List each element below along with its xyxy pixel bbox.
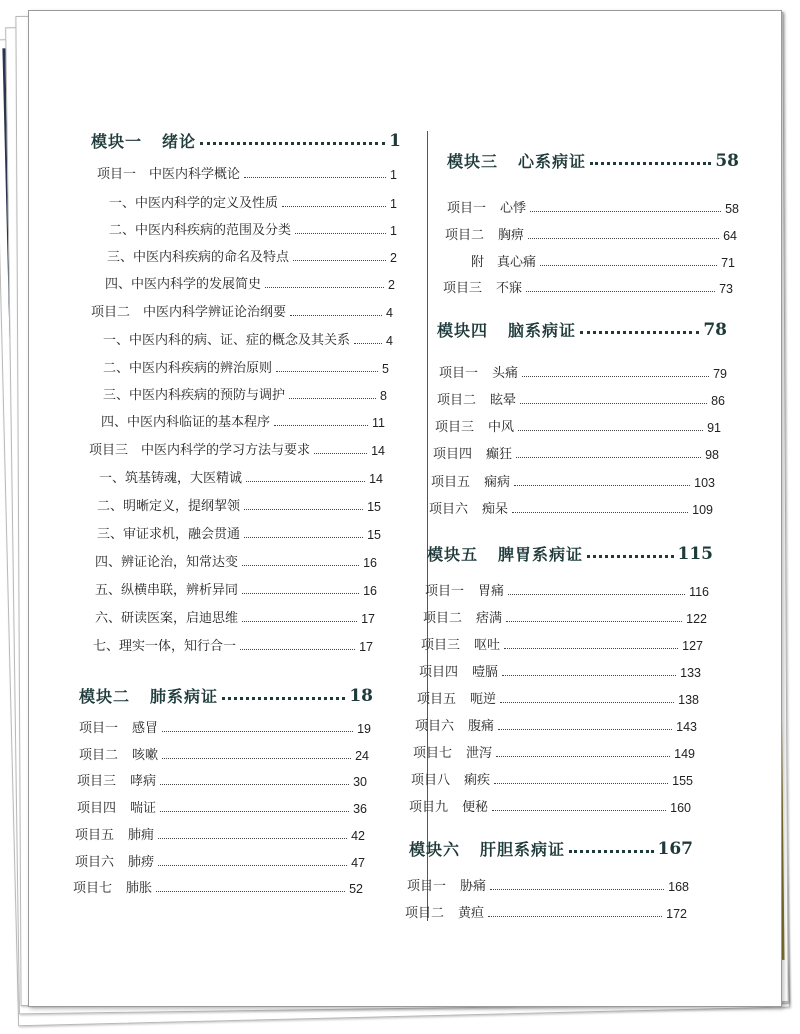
- toc-entry[interactable]: [421, 634, 703, 653]
- entry-title: 胃痛: [478, 584, 505, 599]
- leader-dots: [569, 850, 653, 853]
- entry-title: 痞满: [476, 611, 503, 626]
- leader-dots: [282, 206, 386, 207]
- leader-dots: [222, 697, 345, 700]
- entry-project-number: 项目八: [411, 773, 451, 788]
- module-title: 心系病证: [518, 152, 587, 171]
- leader-dots: [520, 403, 707, 404]
- entry-project-number: 项目五: [75, 828, 115, 843]
- entry-page-number: 4: [386, 306, 393, 320]
- entry-title: 三、中医内科疾病的预防与调护: [103, 388, 286, 403]
- toc-entry[interactable]: [97, 163, 397, 182]
- toc-entry[interactable]: [75, 824, 365, 843]
- toc-entry[interactable]: [101, 411, 385, 430]
- entry-page-number: 73: [719, 282, 733, 296]
- entry-page-number: 155: [672, 774, 693, 788]
- module-title: 脑系病证: [508, 321, 577, 340]
- entry-title: 四、辨证论治，知常达变: [95, 555, 239, 570]
- toc-entry[interactable]: [93, 635, 373, 654]
- entry-page-number: 42: [351, 829, 365, 843]
- entry-project-number: 项目五: [431, 475, 471, 490]
- toc-entry[interactable]: [103, 384, 387, 403]
- module-heading[interactable]: [91, 129, 401, 152]
- entry-project-number: 项目一: [407, 879, 447, 894]
- leader-dots: [160, 811, 349, 812]
- entry-title: 噎膈: [472, 665, 499, 680]
- toc-entry[interactable]: [75, 851, 365, 870]
- toc-entry[interactable]: [417, 688, 699, 707]
- leader-dots: [518, 430, 703, 431]
- module-page-number: 18: [349, 685, 373, 706]
- entry-page-number: 1: [390, 224, 397, 238]
- entry-project-number: 项目四: [77, 801, 117, 816]
- entry-page-number: 122: [686, 612, 707, 626]
- toc-entry[interactable]: [99, 467, 383, 486]
- leader-dots: [500, 702, 674, 703]
- entry-project-number: 项目七: [413, 746, 453, 761]
- entry-title: 项目二 中医内科学辨证论治纲要: [91, 305, 287, 320]
- leader-dots: [160, 784, 349, 785]
- module-title: 脾胃系病证: [498, 545, 584, 564]
- leader-dots: [244, 537, 363, 538]
- leader-dots: [293, 260, 386, 261]
- entry-page-number: 47: [351, 856, 365, 870]
- toc-entry[interactable]: [95, 579, 377, 598]
- entry-page-number: 16: [363, 556, 377, 570]
- leader-dots: [290, 315, 382, 316]
- leader-dots: [244, 509, 363, 510]
- entry-title: 中风: [488, 420, 515, 435]
- leader-dots: [506, 621, 682, 622]
- toc-entry[interactable]: [415, 715, 697, 734]
- leader-dots: [528, 238, 719, 239]
- toc-entry[interactable]: [79, 717, 371, 736]
- module-number: 模块三: [447, 152, 499, 171]
- entry-title: 痢疾: [464, 773, 491, 788]
- toc-entry[interactable]: [103, 357, 389, 376]
- leader-dots: [522, 376, 709, 377]
- leader-dots: [590, 162, 711, 165]
- entry-page-number: 24: [355, 749, 369, 763]
- entry-title: 不寐: [496, 281, 523, 296]
- module-page-number: 167: [657, 838, 693, 859]
- toc-entry[interactable]: [433, 443, 719, 462]
- entry-title: 附 真心痛: [471, 255, 537, 270]
- leader-dots: [162, 758, 351, 759]
- entry-page-number: 15: [367, 528, 381, 542]
- toc-entry[interactable]: [105, 273, 395, 292]
- entry-title: 三、审证求机，融会贯通: [97, 527, 241, 542]
- toc-entry[interactable]: [95, 607, 375, 626]
- entry-project-number: 项目三: [421, 638, 461, 653]
- leader-dots: [265, 287, 384, 288]
- entry-project-number: 项目一: [425, 584, 465, 599]
- module-heading[interactable]: [427, 542, 713, 565]
- leader-dots: [295, 233, 386, 234]
- entry-project-number: 项目二: [437, 393, 477, 408]
- entry-title: 呕吐: [474, 638, 501, 653]
- leader-dots: [488, 916, 662, 917]
- leader-dots: [156, 891, 345, 892]
- module-number: 模块六: [409, 840, 461, 859]
- entry-page-number: 5: [382, 362, 389, 376]
- entry-page-number: 86: [711, 394, 725, 408]
- module-number: 模块一: [91, 132, 143, 151]
- entry-page-number: 8: [380, 389, 387, 403]
- entry-page-number: 30: [353, 775, 367, 789]
- toc-entry[interactable]: [431, 471, 715, 490]
- module-heading[interactable]: [79, 684, 373, 707]
- entry-title: 项目一 中医内科学概论: [97, 167, 241, 182]
- entry-title: 喘证: [130, 801, 157, 816]
- entry-page-number: 15: [367, 500, 381, 514]
- entry-project-number: 项目九: [409, 800, 449, 815]
- leader-dots: [496, 756, 670, 757]
- entry-title: 六、研读医案，启迪思维: [95, 611, 239, 626]
- entry-page-number: 11: [372, 416, 385, 430]
- entry-title: 四、中医内科学的发展简史: [105, 277, 262, 292]
- entry-title: 咳嗽: [132, 748, 159, 763]
- toc-entry[interactable]: [447, 197, 739, 216]
- leader-dots: [314, 453, 367, 454]
- toc-entry[interactable]: [77, 770, 367, 789]
- leader-dots: [158, 838, 347, 839]
- entry-page-number: 4: [386, 334, 393, 348]
- entry-page-number: 149: [674, 747, 695, 761]
- entry-title: 二、明晰定义，提纲挈领: [97, 499, 241, 514]
- leader-dots: [246, 481, 365, 482]
- entry-title: 四、中医内科临证的基本程序: [101, 415, 271, 430]
- toc-entry[interactable]: [429, 498, 713, 517]
- entry-page-number: 103: [694, 476, 715, 490]
- leader-dots: [289, 398, 376, 399]
- toc-entry[interactable]: [407, 875, 689, 894]
- entry-title: 眩晕: [490, 393, 517, 408]
- module-title: 绪论: [162, 132, 197, 151]
- toc-entry[interactable]: [419, 661, 701, 680]
- toc-entry[interactable]: [89, 439, 385, 458]
- entry-title: 二、中医内科疾病的辨治原则: [103, 361, 273, 376]
- entry-title: 感冒: [132, 721, 159, 736]
- toc-entry[interactable]: [413, 742, 695, 761]
- toc-entry[interactable]: [77, 797, 367, 816]
- entry-project-number: 项目三: [443, 281, 483, 296]
- toc-entry[interactable]: [79, 744, 369, 763]
- leader-dots: [274, 425, 368, 426]
- entry-page-number: 2: [388, 278, 395, 292]
- toc-entry[interactable]: [95, 551, 377, 570]
- toc-entry[interactable]: [103, 329, 393, 348]
- leader-dots: [514, 485, 690, 486]
- entry-project-number: 项目二: [445, 228, 485, 243]
- module-page-number: 115: [677, 543, 713, 564]
- entry-page-number: 91: [707, 421, 721, 435]
- leader-dots: [240, 649, 355, 650]
- entry-page-number: 52: [349, 882, 363, 896]
- entry-page-number: 71: [721, 256, 735, 270]
- module-heading[interactable]: [437, 318, 727, 341]
- entry-title: 项目三 中医内科学的学习方法与要求: [89, 443, 311, 458]
- entry-page-number: 98: [705, 448, 719, 462]
- entry-page-number: 168: [668, 880, 689, 894]
- leader-dots: [498, 729, 672, 730]
- leader-dots: [242, 593, 359, 594]
- entry-page-number: 14: [369, 472, 383, 486]
- module-title: 肺系病证: [150, 687, 219, 706]
- entry-title: 头痛: [492, 366, 519, 381]
- toc-entry[interactable]: [91, 301, 393, 320]
- entry-project-number: 项目一: [439, 366, 479, 381]
- entry-page-number: 1: [390, 168, 397, 182]
- leader-dots: [494, 783, 668, 784]
- toc-entry[interactable]: [109, 219, 397, 238]
- entry-title: 心悸: [500, 201, 527, 216]
- entry-title: 一、中医内科的病、证、症的概念及其关系: [103, 333, 351, 348]
- toc-entry[interactable]: [443, 277, 733, 296]
- entry-project-number: 项目二: [405, 906, 445, 921]
- entry-title: 胁痛: [460, 879, 487, 894]
- leader-dots: [158, 865, 347, 866]
- toc-entry[interactable]: [409, 796, 691, 815]
- toc-entry[interactable]: [109, 192, 397, 211]
- toc-entry[interactable]: [107, 246, 397, 265]
- leader-dots: [492, 810, 666, 811]
- entry-project-number: 项目三: [435, 420, 475, 435]
- toc-entry[interactable]: [435, 416, 721, 435]
- entry-title: 痫病: [484, 475, 511, 490]
- module-heading[interactable]: [409, 837, 693, 860]
- leader-dots: [512, 512, 688, 513]
- entry-project-number: 项目六: [75, 855, 115, 870]
- entry-project-number: 项目三: [77, 774, 117, 789]
- entry-project-number: 项目五: [417, 692, 457, 707]
- entry-title: 三、中医内科疾病的命名及特点: [107, 250, 290, 265]
- module-number: 模块五: [427, 545, 479, 564]
- leader-dots: [526, 291, 715, 292]
- entry-page-number: 36: [353, 802, 367, 816]
- module-number: 模块四: [437, 321, 489, 340]
- entry-project-number: 项目四: [433, 447, 473, 462]
- entry-page-number: 127: [682, 639, 703, 653]
- entry-title: 一、筑基铸魂，大医精诚: [99, 471, 243, 486]
- entry-project-number: 项目二: [79, 748, 119, 763]
- entry-title: 呃逆: [470, 692, 497, 707]
- entry-project-number: 项目四: [419, 665, 459, 680]
- toc-entry[interactable]: [405, 902, 687, 921]
- module-number: 模块二: [79, 687, 131, 706]
- leader-dots: [516, 457, 701, 458]
- toc-entry[interactable]: [97, 495, 381, 514]
- module-page-number: 58: [715, 150, 739, 171]
- entry-page-number: 17: [359, 640, 373, 654]
- module-title: 肝胆系病证: [480, 840, 566, 859]
- entry-title: 便秘: [462, 800, 489, 815]
- entry-title: 痴呆: [482, 502, 509, 517]
- entry-title: 肺痨: [128, 855, 155, 870]
- entry-page-number: 1: [390, 197, 397, 211]
- entry-title: 肺痈: [128, 828, 155, 843]
- toc-entry[interactable]: [73, 877, 363, 896]
- entry-page-number: 2: [390, 251, 397, 265]
- toc-entry[interactable]: [423, 607, 707, 626]
- toc-entry[interactable]: [439, 362, 727, 381]
- entry-project-number: 项目六: [415, 719, 455, 734]
- leader-dots: [242, 565, 359, 566]
- entry-title: 泄泻: [466, 746, 493, 761]
- entry-page-number: 79: [713, 367, 727, 381]
- toc-entry[interactable]: [97, 523, 381, 542]
- entry-project-number: 项目六: [429, 502, 469, 517]
- leader-dots: [490, 889, 664, 890]
- entry-title: 癫狂: [486, 447, 513, 462]
- entry-page-number: 160: [670, 801, 691, 815]
- entry-title: 哮病: [130, 774, 157, 789]
- entry-page-number: 58: [725, 202, 739, 216]
- entry-page-number: 17: [361, 612, 375, 626]
- leader-dots: [580, 331, 699, 334]
- module-page-number: 1: [389, 130, 401, 151]
- entry-page-number: 138: [678, 693, 699, 707]
- entry-page-number: 64: [723, 229, 737, 243]
- entry-title: 二、中医内科疾病的范围及分类: [109, 223, 292, 238]
- entry-title: 肺胀: [126, 881, 153, 896]
- entry-title: 一、中医内科学的定义及性质: [109, 196, 279, 211]
- entry-page-number: 19: [357, 722, 371, 736]
- entry-title: 腹痛: [468, 719, 495, 734]
- entry-page-number: 172: [666, 907, 687, 921]
- leader-dots: [162, 731, 353, 732]
- entry-title: 七、理实一体，知行合一: [93, 639, 237, 654]
- toc-entry[interactable]: [411, 769, 693, 788]
- leader-dots: [276, 371, 378, 372]
- entry-project-number: 项目二: [423, 611, 463, 626]
- toc-entry[interactable]: [445, 224, 737, 243]
- leader-dots: [540, 265, 717, 266]
- entry-page-number: 133: [680, 666, 701, 680]
- toc-entry[interactable]: [457, 251, 735, 270]
- leader-dots: [587, 555, 673, 558]
- toc-page: [28, 10, 782, 1007]
- entry-project-number: 项目一: [79, 721, 119, 736]
- leader-dots: [504, 648, 678, 649]
- leader-dots: [530, 211, 721, 212]
- toc-entry[interactable]: [425, 580, 709, 599]
- entry-project-number: 项目一: [447, 201, 487, 216]
- leader-dots: [508, 594, 685, 595]
- leader-dots: [200, 142, 385, 145]
- leader-dots: [502, 675, 676, 676]
- entry-title: 胸痹: [498, 228, 525, 243]
- entry-page-number: 16: [363, 584, 377, 598]
- entry-page-number: 143: [676, 720, 697, 734]
- entry-page-number: 109: [692, 503, 713, 517]
- entry-page-number: 116: [689, 585, 709, 599]
- toc-entry[interactable]: [437, 389, 725, 408]
- module-page-number: 78: [703, 319, 727, 340]
- entry-page-number: 14: [371, 444, 385, 458]
- entry-title: 黄疸: [458, 906, 485, 921]
- leader-dots: [244, 177, 386, 178]
- leader-dots: [242, 621, 357, 622]
- entry-title: 五、纵横串联，辨析异同: [95, 583, 239, 598]
- module-heading[interactable]: [447, 149, 739, 172]
- entry-project-number: 项目七: [73, 881, 113, 896]
- leader-dots: [354, 343, 382, 344]
